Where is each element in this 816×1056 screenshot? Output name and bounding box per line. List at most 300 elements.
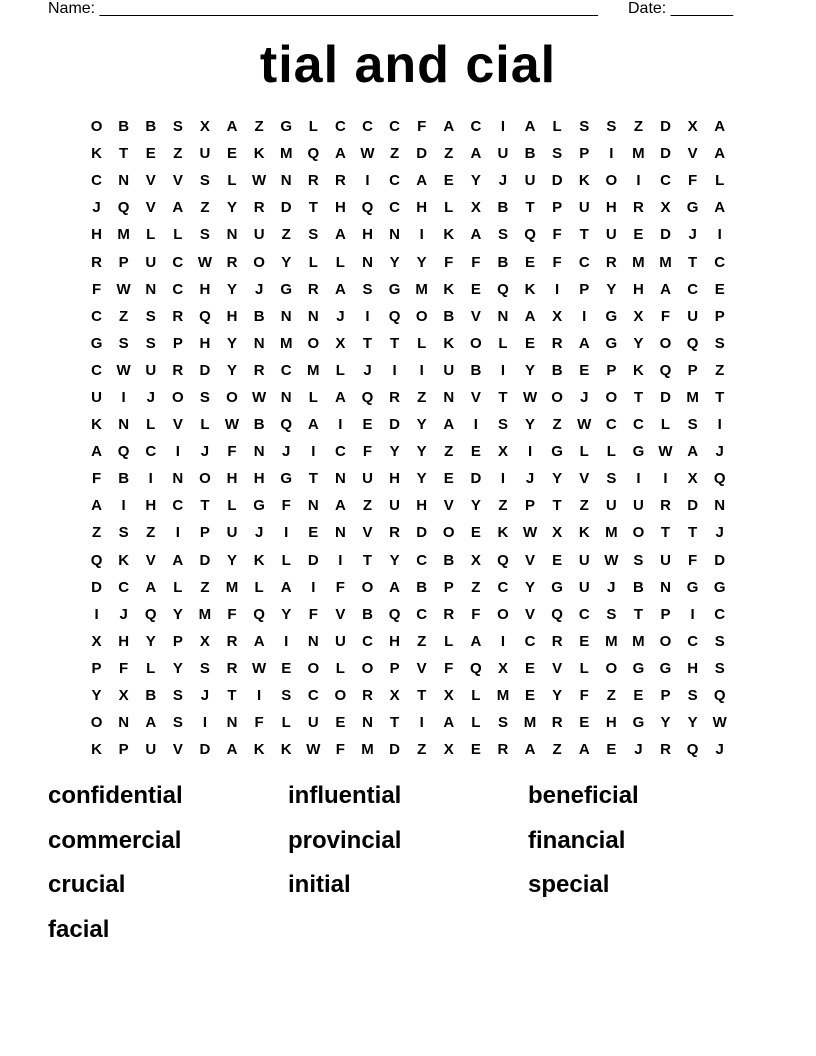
grid-letter[interactable]: S (687, 416, 698, 434)
grid-letter[interactable]: Y (389, 551, 400, 569)
grid-letter[interactable]: R (551, 714, 563, 732)
grid-letter[interactable]: F (471, 605, 481, 623)
grid-letter[interactable]: O (442, 524, 455, 542)
grid-letter[interactable]: Y (145, 632, 156, 650)
grid-letter[interactable]: C (714, 253, 726, 271)
grid-letter[interactable]: Q (388, 605, 401, 623)
grid-letter[interactable]: N (172, 470, 184, 488)
grid-letter[interactable]: N (145, 280, 157, 298)
grid-letter[interactable]: W (522, 388, 538, 406)
grid-letter[interactable]: R (551, 632, 563, 650)
grid-letter[interactable]: F (552, 226, 562, 244)
grid-letter[interactable]: G (713, 578, 726, 596)
grid-letter[interactable]: E (443, 172, 454, 190)
grid-letter[interactable]: O (171, 388, 184, 406)
grid-letter[interactable]: G (632, 714, 645, 732)
grid-letter[interactable]: O (659, 632, 672, 650)
grid-letter[interactable]: D (416, 524, 428, 542)
grid-letter[interactable]: H (362, 226, 373, 244)
grid-letter[interactable]: B (497, 199, 509, 217)
grid-letter[interactable]: C (389, 199, 400, 217)
grid-letter[interactable]: I (609, 145, 614, 163)
grid-letter[interactable]: I (284, 524, 289, 542)
grid-letter[interactable]: E (633, 226, 644, 244)
grid-letter[interactable]: A (443, 714, 455, 732)
grid-letter[interactable]: L (281, 714, 291, 732)
grid-letter[interactable]: Y (606, 280, 617, 298)
grid-letter[interactable]: J (282, 443, 291, 461)
grid-letter[interactable]: A (578, 334, 590, 352)
grid-letter[interactable]: Y (416, 253, 427, 271)
grid-letter[interactable]: M (496, 687, 510, 705)
grid-letter[interactable]: A (524, 118, 536, 136)
grid-letter[interactable]: L (146, 659, 156, 677)
grid-letter[interactable]: N (307, 632, 319, 650)
grid-letter[interactable]: E (227, 145, 238, 163)
grid-letter[interactable]: I (175, 524, 180, 542)
grid-letter[interactable]: U (91, 388, 102, 406)
grid-letter[interactable]: A (578, 741, 590, 759)
grid-letter[interactable]: H (226, 307, 238, 325)
grid-letter[interactable]: A (470, 226, 482, 244)
grid-letter[interactable]: B (443, 307, 455, 325)
grid-letter[interactable]: I (636, 470, 641, 488)
grid-letter[interactable]: X (660, 199, 671, 217)
grid-letter[interactable]: Y (416, 470, 427, 488)
grid-letter[interactable]: Q (686, 741, 699, 759)
grid-letter[interactable]: Y (281, 253, 292, 271)
grid-letter[interactable]: A (253, 632, 265, 650)
grid-letter[interactable]: I (121, 388, 126, 406)
grid-letter[interactable]: J (715, 741, 724, 759)
grid-letter[interactable]: H (334, 199, 346, 217)
grid-letter[interactable]: A (660, 280, 671, 298)
grid-letter[interactable]: I (94, 605, 99, 623)
grid-letter[interactable]: I (365, 307, 370, 325)
grid-letter[interactable]: E (525, 659, 536, 677)
grid-letter[interactable]: G (632, 443, 645, 461)
grid-letter[interactable]: J (580, 388, 589, 406)
grid-letter[interactable]: Q (388, 307, 401, 325)
grid-letter[interactable]: Y (227, 199, 238, 217)
grid-letter[interactable]: H (253, 470, 265, 488)
grid-letter[interactable]: M (279, 334, 293, 352)
date-field-label[interactable]: Date: _______ (628, 0, 733, 17)
grid-letter[interactable]: C (687, 632, 699, 650)
grid-letter[interactable]: Z (200, 578, 210, 596)
grid-letter[interactable]: D (307, 551, 319, 569)
grid-letter[interactable]: Z (606, 687, 616, 705)
grid-letter[interactable]: V (687, 145, 698, 163)
grid-letter[interactable]: P (118, 253, 129, 271)
grid-letter[interactable]: O (551, 388, 563, 406)
grid-letter[interactable]: Y (227, 334, 238, 352)
grid-letter[interactable]: I (365, 172, 370, 190)
grid-letter[interactable]: A (91, 443, 102, 461)
grid-letter[interactable]: W (116, 361, 131, 379)
grid-letter[interactable]: R (362, 687, 373, 705)
grid-letter[interactable]: E (470, 741, 481, 759)
grid-letter[interactable]: X (552, 524, 563, 542)
grid-letter[interactable]: Y (525, 416, 536, 434)
grid-letter[interactable]: N (226, 226, 238, 244)
grid-letter[interactable]: Z (417, 388, 427, 406)
grid-letter[interactable]: P (660, 605, 671, 623)
grid-letter[interactable]: P (714, 307, 725, 325)
grid-letter[interactable]: F (552, 253, 562, 271)
grid-letter[interactable]: M (307, 361, 320, 379)
grid-letter[interactable]: Q (199, 307, 211, 325)
grid-letter[interactable]: J (146, 388, 155, 406)
grid-letter[interactable]: A (443, 118, 455, 136)
grid-letter[interactable]: P (525, 497, 536, 515)
grid-letter[interactable]: Q (117, 199, 130, 217)
grid-letter[interactable]: Q (361, 199, 374, 217)
grid-letter[interactable]: M (279, 145, 293, 163)
grid-letter[interactable]: O (415, 307, 428, 325)
grid-letter[interactable]: L (335, 253, 345, 271)
grid-letter[interactable]: O (361, 578, 374, 596)
grid-letter[interactable]: A (524, 741, 536, 759)
grid-letter[interactable]: S (172, 687, 183, 705)
grid-letter[interactable]: F (444, 253, 454, 271)
grid-letter[interactable]: Q (117, 443, 130, 461)
grid-letter[interactable]: C (605, 416, 617, 434)
grid-letter[interactable]: T (308, 470, 318, 488)
grid-letter[interactable]: Z (417, 632, 427, 650)
grid-letter[interactable]: T (119, 145, 129, 163)
grid-letter[interactable]: R (226, 253, 238, 271)
grid-letter[interactable]: G (280, 280, 293, 298)
grid-letter[interactable]: T (362, 551, 373, 569)
grid-letter[interactable]: L (606, 443, 616, 461)
grid-letter[interactable]: D (389, 741, 400, 759)
grid-letter[interactable]: D (660, 388, 671, 406)
grid-letter[interactable]: B (253, 307, 265, 325)
grid-letter[interactable]: X (497, 443, 508, 461)
grid-letter[interactable]: E (525, 334, 536, 352)
grid-letter[interactable]: W (658, 443, 673, 461)
grid-letter[interactable]: Q (307, 145, 320, 163)
grid-letter[interactable]: N (226, 714, 238, 732)
grid-letter[interactable]: J (200, 443, 210, 461)
grid-letter[interactable]: U (226, 524, 238, 542)
grid-letter[interactable]: U (497, 145, 509, 163)
grid-letter[interactable]: H (199, 334, 211, 352)
grid-letter[interactable]: B (118, 118, 130, 136)
grid-letter[interactable]: C (280, 361, 292, 379)
grid-letter[interactable]: C (470, 118, 482, 136)
grid-letter[interactable]: I (419, 226, 424, 244)
grid-letter[interactable]: R (660, 497, 671, 515)
grid-letter[interactable]: L (715, 172, 725, 190)
grid-letter[interactable]: Z (417, 741, 427, 759)
grid-letter[interactable]: E (525, 253, 536, 271)
grid-letter[interactable]: B (253, 416, 265, 434)
grid-letter[interactable]: V (552, 659, 563, 677)
grid-letter[interactable]: E (579, 361, 590, 379)
grid-letter[interactable]: I (311, 578, 316, 596)
grid-letter[interactable]: C (145, 443, 157, 461)
grid-letter[interactable]: F (91, 470, 102, 488)
grid-letter[interactable]: F (91, 280, 102, 298)
grid-letter[interactable]: H (605, 199, 617, 217)
grid-letter[interactable]: Y (416, 443, 427, 461)
grid-letter[interactable]: U (253, 226, 265, 244)
grid-letter[interactable]: I (311, 443, 316, 461)
grid-letter[interactable]: Z (362, 497, 373, 515)
grid-letter[interactable]: X (199, 118, 210, 136)
grid-letter[interactable]: M (523, 714, 537, 732)
grid-letter[interactable]: C (389, 118, 400, 136)
grid-letter[interactable]: I (419, 361, 424, 379)
grid-letter[interactable]: J (607, 578, 616, 596)
grid-letter[interactable]: Z (552, 741, 562, 759)
grid-letter[interactable]: M (117, 226, 130, 244)
grid-letter[interactable]: L (579, 443, 589, 461)
grid-letter[interactable]: G (686, 578, 699, 596)
grid-letter[interactable]: U (334, 632, 346, 650)
grid-letter[interactable]: H (389, 632, 400, 650)
grid-letter[interactable]: N (118, 172, 130, 190)
grid-letter[interactable]: R (253, 199, 265, 217)
grid-letter[interactable]: V (470, 307, 481, 325)
grid-letter[interactable]: C (172, 280, 184, 298)
grid-letter[interactable]: N (497, 307, 509, 325)
grid-letter[interactable]: V (525, 551, 536, 569)
grid-letter[interactable]: O (632, 524, 645, 542)
grid-letter[interactable]: G (551, 443, 563, 461)
grid-letter[interactable]: Q (361, 388, 374, 406)
grid-letter[interactable]: U (145, 253, 157, 271)
grid-letter[interactable]: L (308, 253, 318, 271)
grid-letter[interactable]: I (500, 632, 506, 650)
grid-letter[interactable]: N (253, 443, 265, 461)
grid-letter[interactable]: B (497, 253, 509, 271)
grid-letter[interactable]: V (172, 172, 183, 190)
grid-letter[interactable]: Q (497, 551, 509, 569)
grid-letter[interactable]: E (579, 632, 590, 650)
grid-letter[interactable]: N (307, 497, 319, 515)
grid-letter[interactable]: O (497, 605, 509, 623)
grid-letter[interactable]: M (632, 145, 645, 163)
grid-letter[interactable]: E (525, 687, 536, 705)
grid-letter[interactable]: P (660, 687, 671, 705)
grid-letter[interactable]: V (172, 416, 183, 434)
grid-letter[interactable]: I (636, 172, 641, 190)
grid-letter[interactable]: W (604, 551, 619, 569)
grid-letter[interactable]: E (470, 524, 481, 542)
grid-letter[interactable]: C (660, 172, 671, 190)
grid-letter[interactable]: I (717, 416, 722, 434)
grid-letter[interactable]: E (579, 714, 590, 732)
grid-letter[interactable]: A (226, 741, 238, 759)
grid-letter[interactable]: F (281, 497, 291, 515)
grid-letter[interactable]: K (497, 524, 509, 542)
grid-letter[interactable]: P (552, 199, 563, 217)
grid-letter[interactable]: D (389, 416, 400, 434)
grid-letter[interactable]: I (121, 497, 126, 515)
grid-letter[interactable]: F (660, 307, 671, 325)
grid-letter[interactable]: O (361, 659, 374, 677)
grid-letter[interactable]: O (307, 659, 320, 677)
grid-letter[interactable]: Y (389, 253, 400, 271)
grid-letter[interactable]: J (715, 443, 724, 461)
grid-letter[interactable]: Z (281, 226, 291, 244)
grid-letter[interactable]: J (715, 524, 724, 542)
grid-letter[interactable]: K (253, 551, 265, 569)
grid-letter[interactable]: T (660, 524, 671, 542)
grid-letter[interactable]: Y (227, 361, 238, 379)
grid-letter[interactable]: C (524, 632, 536, 650)
grid-letter[interactable]: X (633, 307, 644, 325)
grid-letter[interactable]: X (687, 118, 698, 136)
grid-letter[interactable]: F (471, 253, 481, 271)
grid-letter[interactable]: Q (686, 334, 699, 352)
grid-letter[interactable]: G (686, 199, 699, 217)
grid-letter[interactable]: S (497, 714, 508, 732)
grid-letter[interactable]: I (473, 416, 478, 434)
grid-letter[interactable]: S (633, 551, 644, 569)
grid-letter[interactable]: A (145, 714, 157, 732)
grid-letter[interactable]: G (659, 659, 672, 677)
grid-letter[interactable]: L (335, 361, 345, 379)
grid-letter[interactable]: K (443, 226, 455, 244)
grid-letter[interactable]: N (334, 470, 346, 488)
grid-letter[interactable]: I (175, 443, 180, 461)
grid-letter[interactable]: N (280, 172, 292, 190)
grid-letter[interactable]: A (443, 416, 455, 434)
grid-letter[interactable]: F (227, 605, 237, 623)
grid-letter[interactable]: F (335, 578, 345, 596)
grid-letter[interactable]: B (362, 605, 373, 623)
grid-letter[interactable]: P (687, 361, 698, 379)
grid-letter[interactable]: A (307, 416, 319, 434)
grid-letter[interactable]: G (253, 497, 265, 515)
grid-letter[interactable]: L (173, 578, 183, 596)
grid-letter[interactable]: S (687, 687, 698, 705)
grid-letter[interactable]: I (500, 118, 506, 136)
grid-letter[interactable]: I (582, 307, 587, 325)
grid-letter[interactable]: K (91, 416, 102, 434)
grid-letter[interactable]: F (579, 687, 589, 705)
grid-letter[interactable]: H (389, 470, 400, 488)
grid-letter[interactable]: D (660, 226, 671, 244)
grid-letter[interactable]: R (497, 741, 509, 759)
grid-letter[interactable]: J (254, 280, 264, 298)
grid-letter[interactable]: S (199, 226, 210, 244)
grid-letter[interactable]: S (497, 226, 508, 244)
grid-letter[interactable]: E (443, 470, 454, 488)
grid-letter[interactable]: B (145, 118, 157, 136)
grid-letter[interactable]: H (145, 497, 157, 515)
grid-letter[interactable]: J (525, 470, 535, 488)
grid-letter[interactable]: S (145, 307, 156, 325)
grid-letter[interactable]: K (578, 172, 590, 190)
grid-letter[interactable]: U (145, 361, 157, 379)
grid-letter[interactable]: T (579, 226, 589, 244)
grid-letter[interactable]: S (714, 659, 725, 677)
grid-letter[interactable]: S (579, 118, 590, 136)
grid-letter[interactable]: C (416, 605, 428, 623)
grid-letter[interactable]: X (91, 632, 102, 650)
grid-letter[interactable]: Z (579, 497, 589, 515)
grid-letter[interactable]: S (362, 280, 373, 298)
grid-letter[interactable]: Y (389, 443, 400, 461)
grid-letter[interactable]: O (605, 172, 618, 190)
grid-letter[interactable]: R (307, 280, 319, 298)
grid-letter[interactable]: A (334, 497, 346, 515)
grid-letter[interactable]: E (281, 659, 292, 677)
grid-letter[interactable]: U (524, 172, 536, 190)
grid-letter[interactable]: J (363, 361, 372, 379)
grid-letter[interactable]: K (91, 145, 102, 163)
grid-letter[interactable]: K (443, 334, 455, 352)
grid-letter[interactable]: G (551, 578, 563, 596)
grid-letter[interactable]: V (172, 741, 183, 759)
grid-letter[interactable]: B (633, 578, 644, 596)
grid-letter[interactable]: L (552, 118, 562, 136)
grid-letter[interactable]: G (632, 659, 645, 677)
grid-letter[interactable]: A (334, 226, 346, 244)
grid-letter[interactable]: I (663, 470, 668, 488)
grid-letter[interactable]: T (417, 687, 427, 705)
grid-letter[interactable]: V (335, 605, 346, 623)
grid-letter[interactable]: Z (633, 118, 643, 136)
grid-letter[interactable]: M (605, 632, 618, 650)
grid-letter[interactable]: C (578, 253, 590, 271)
grid-letter[interactable]: X (470, 199, 481, 217)
grid-letter[interactable]: D (416, 145, 428, 163)
grid-letter[interactable]: L (417, 334, 427, 352)
grid-letter[interactable]: U (605, 497, 617, 515)
grid-letter[interactable]: S (199, 172, 210, 190)
grid-letter[interactable]: I (419, 714, 424, 732)
grid-letter[interactable]: L (471, 714, 481, 732)
grid-letter[interactable]: R (443, 605, 455, 623)
grid-letter[interactable]: M (659, 253, 672, 271)
grid-letter[interactable]: E (308, 524, 319, 542)
grid-letter[interactable]: C (633, 416, 644, 434)
grid-letter[interactable]: T (525, 199, 535, 217)
grid-letter[interactable]: W (360, 145, 375, 163)
grid-letter[interactable]: I (527, 443, 533, 461)
grid-letter[interactable]: K (253, 741, 265, 759)
grid-letter[interactable]: U (578, 551, 590, 569)
grid-letter[interactable]: M (198, 605, 212, 623)
grid-letter[interactable]: L (146, 226, 156, 244)
grid-letter[interactable]: D (660, 118, 671, 136)
grid-letter[interactable]: N (389, 226, 400, 244)
grid-letter[interactable]: T (633, 605, 643, 623)
grid-letter[interactable]: L (498, 334, 508, 352)
grid-letter[interactable]: T (633, 388, 643, 406)
grid-letter[interactable]: E (552, 551, 563, 569)
grid-letter[interactable]: M (415, 280, 428, 298)
grid-letter[interactable]: S (172, 714, 183, 732)
grid-letter[interactable]: A (172, 551, 184, 569)
grid-letter[interactable]: F (308, 605, 318, 623)
grid-letter[interactable]: K (443, 280, 455, 298)
grid-letter[interactable]: C (172, 253, 184, 271)
grid-letter[interactable]: N (118, 714, 130, 732)
grid-letter[interactable]: S (606, 605, 617, 623)
grid-letter[interactable]: A (714, 145, 726, 163)
grid-letter[interactable]: R (91, 253, 102, 271)
grid-letter[interactable]: L (173, 226, 183, 244)
grid-letter[interactable]: T (389, 334, 400, 352)
grid-letter[interactable]: U (145, 741, 157, 759)
